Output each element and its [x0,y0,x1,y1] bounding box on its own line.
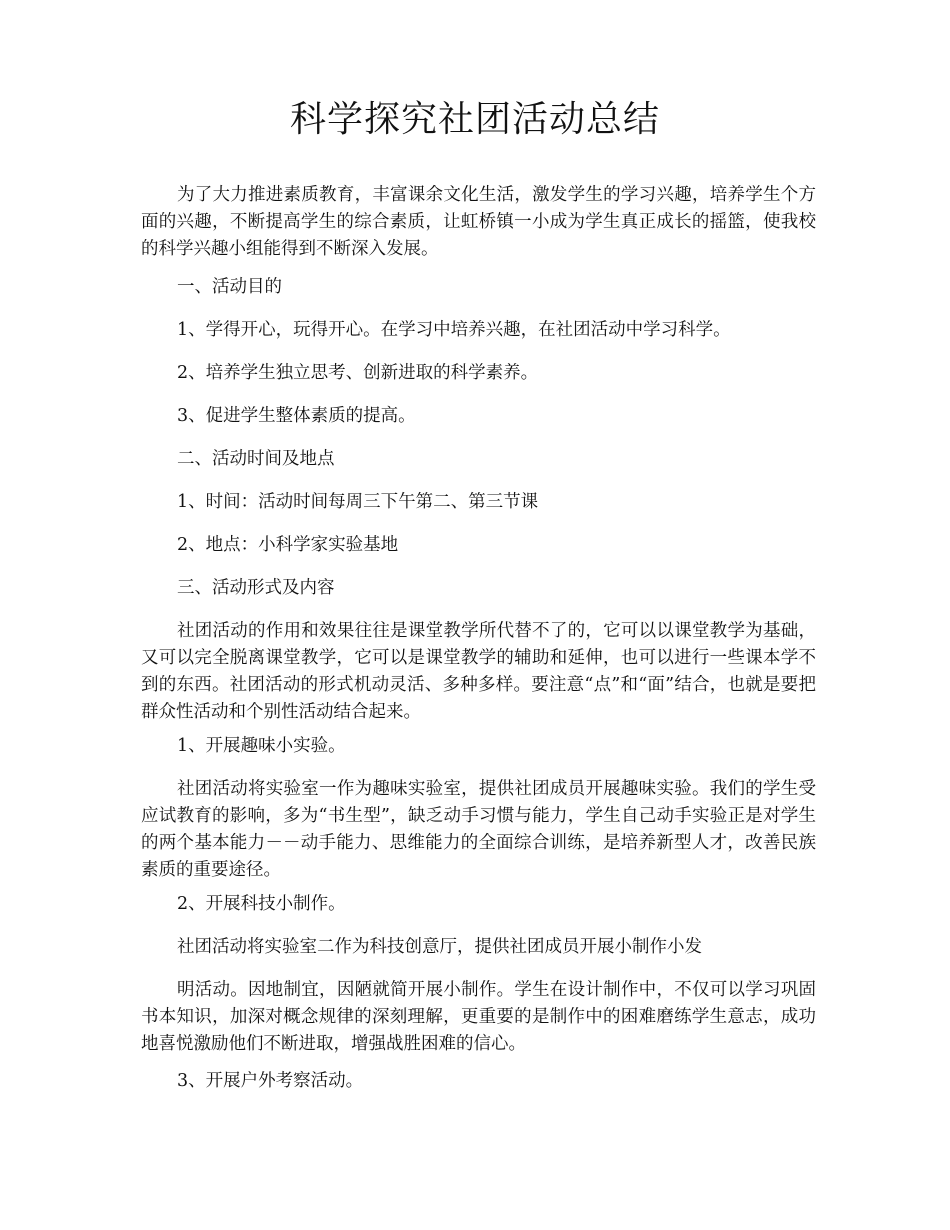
purpose-item-3: 3、促进学生整体素质的提高。 [177,406,416,426]
time-item: 1、时间：活动时间每周三下午第二、第三节课 [177,492,539,512]
activity-heading-crafts: 2、开展科技小制作。 [177,894,346,914]
section-heading-purpose: 一、活动目的 [177,277,282,297]
section-heading-form-content: 三、活动形式及内容 [177,578,335,598]
purpose-item-1: 1、学得开心，玩得开心。在学习中培养兴趣，在社团活动中学习科学。 [177,320,731,340]
purpose-item-2: 2、培养学生独立思考、创新进取的科学素养。 [177,363,539,383]
crafts-paragraph-part-1: 社团活动将实验室二作为科技创意厅，提供社团成员开展小制作小发 [177,937,702,957]
experiments-paragraph: 社团活动将实验室一作为趣味实验室，提供社团成员开展趣味实验。我们的学生受应试教育的影响，多为“书生型”，缺乏动手习惯与能力，学生自己动手实验正是对学生的两个基本能力－－动手能力、思维能力的全面综合训练，是培养新型人才，改善民族素质的重要途径。 [141,779,816,880]
document-title: 科学探究社团活动总结 [289,99,660,140]
activity-heading-experiments: 1、开展趣味小实验。 [177,736,346,756]
place-item: 2、地点：小科学家实验基地 [177,535,399,555]
crafts-paragraph-part-2: 明活动。因地制宜，因陋就简开展小制作。学生在设计制作中，不仅可以学习巩固书本知识，加深对概念规律的深刻理解，更重要的是制作中的困难磨练学生意志，成功地喜悦激励他们不断进取，增强战胜困难的信心。 [141,980,816,1054]
activity-heading-outdoor: 3、开展户外考察活动。 [177,1071,364,1091]
section-heading-time-place: 二、活动时间及地点 [177,449,335,469]
intro-paragraph: 为了大力推进素质教育，丰富课余文化生活，激发学生的学习兴趣，培养学生个方面的兴趣，不断提高学生的综合素质，让虹桥镇一小成为学生真正成长的摇篮，使我校的科学兴趣小组能得到不断深入发展。 [141,185,816,259]
form-content-paragraph: 社团活动的作用和效果往往是课堂教学所代替不了的，它可以以课堂教学为基础，又可以完全脱离课堂教学，它可以是课堂教学的辅助和延伸，也可以进行一些课本学不到的东西。社团活动的形式机动灵活、多种多样。要注意“点”和“面”结合，也就是要把群众性活动和个别性活动结合起来。 [141,621,816,722]
